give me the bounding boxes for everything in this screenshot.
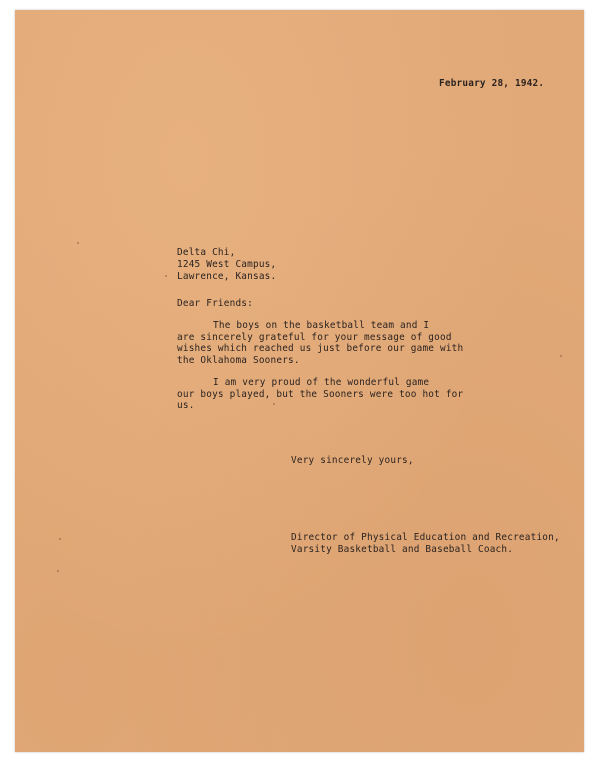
paper-speck [165,275,167,277]
paper-speck [273,403,275,405]
salutation: Dear Friends: [177,298,253,309]
paper-speck [57,570,59,572]
paragraph-2-line-3: us. [177,400,195,411]
paper-speck [59,538,61,540]
letter-date: February 28, 1942. [439,78,545,89]
paragraph-2-line-1: I am very proud of the wonderful game [213,377,430,388]
paragraph-1-line-3: wishes which reached us just before our game with [177,343,464,354]
paragraph-1-line-1: The boys on the basketball team and I [213,320,430,331]
complimentary-closing: Very sincerely yours, [291,455,414,466]
recipient-name: Delta Chi, [177,247,236,258]
signature-title-line-2: Varsity Basketball and Baseball Coach. [291,544,514,555]
paragraph-1-line-2: are sincerely grateful for your message of good [177,332,452,343]
signature-title-line-1: Director of Physical Education and Recreation, [291,532,560,543]
recipient-city: Lawrence, Kansas. [177,271,277,282]
paper-speck [560,355,562,357]
paragraph-1-line-4: the Oklahoma Sooners. [177,355,300,366]
letter-page [15,10,584,752]
recipient-street: 1245 West Campus, [177,259,277,270]
paragraph-2-line-2: our boys played, but the Sooners were too hot for [177,389,464,400]
paper-speck [77,242,79,244]
